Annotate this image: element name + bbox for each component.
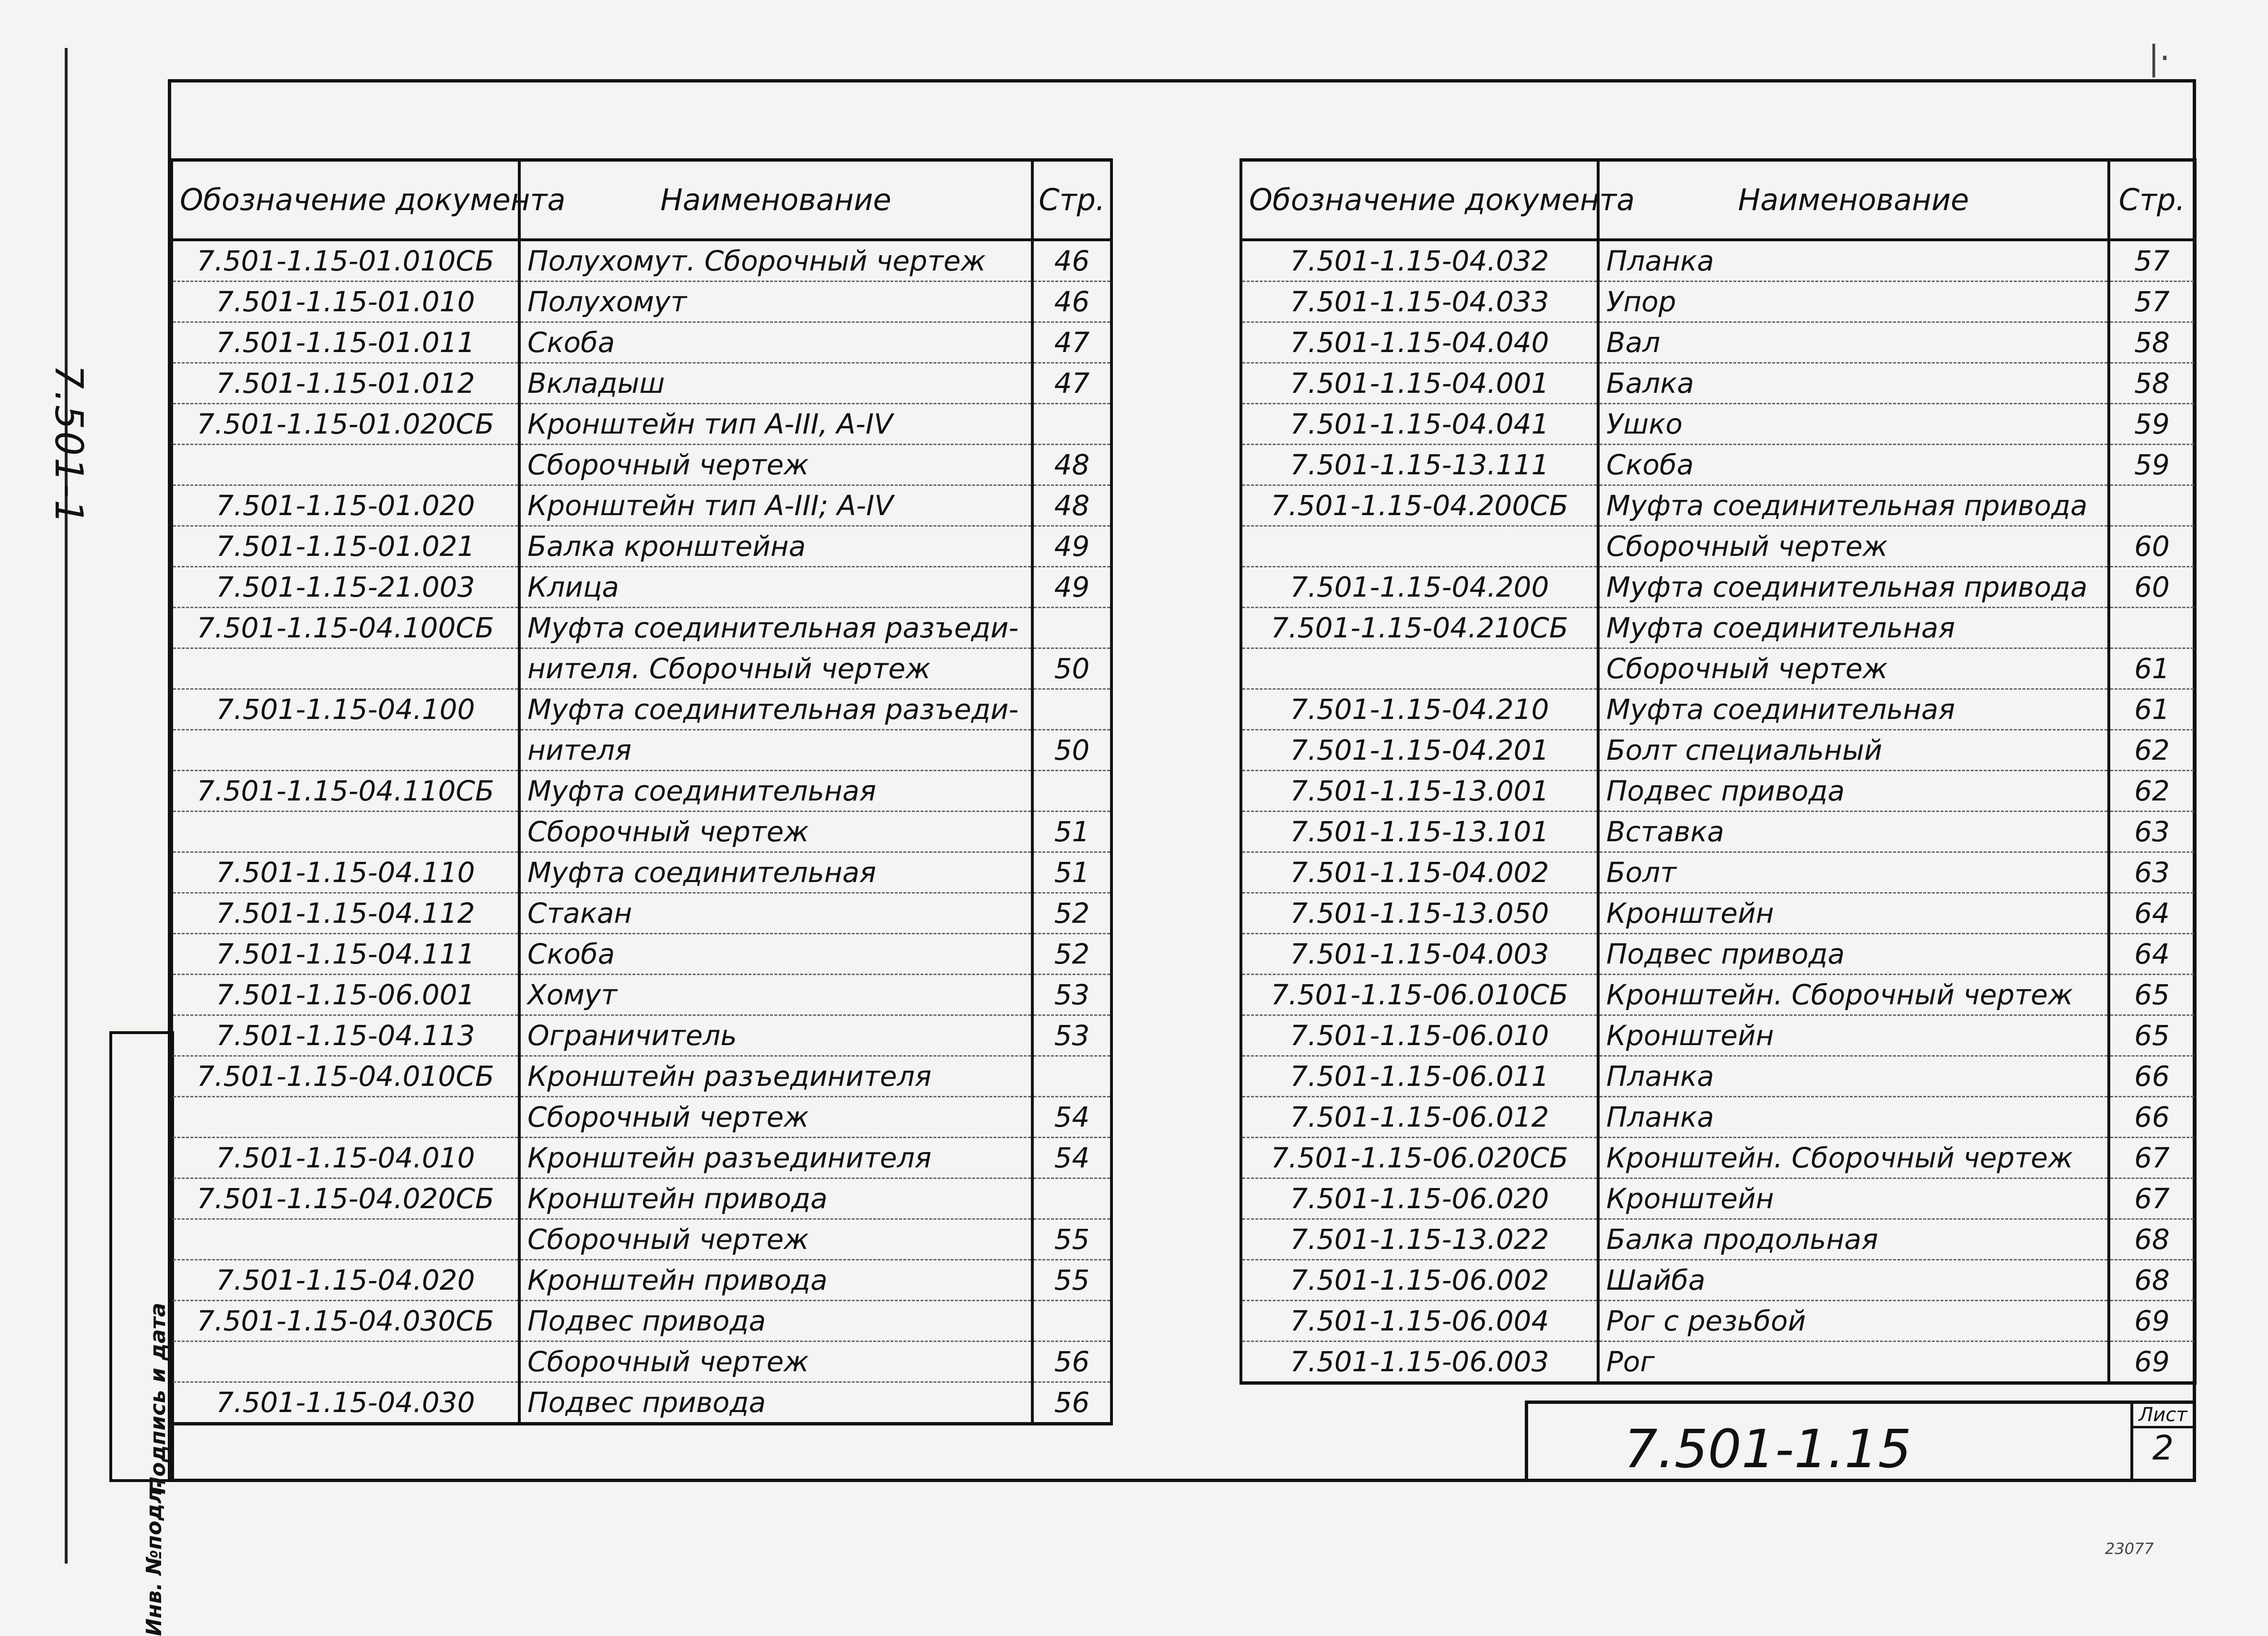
sheet-label: Лист xyxy=(2133,1404,2193,1428)
name-cell: Скоба xyxy=(519,934,1032,975)
table-row xyxy=(1241,934,2195,975)
code-cell: 7.501-1.15-01.012 xyxy=(172,363,519,404)
page-cell: 56 xyxy=(1032,1342,1111,1382)
table-row xyxy=(1241,648,2195,689)
code-cell: 7.501-1.15-06.010 xyxy=(1241,1015,1598,1056)
table-row xyxy=(172,1301,1111,1342)
name-cell: Сборочный чертеж xyxy=(1598,648,2109,689)
header-name: Наименование xyxy=(1598,160,2109,240)
name-cell: Планка xyxy=(1598,1056,2109,1097)
code-cell: 7.501-1.15-04.210СБ xyxy=(1241,608,1598,648)
name-cell: Муфта соединительная привода xyxy=(1598,567,2109,608)
code-cell: 7.501-1.15-04.010 xyxy=(172,1138,519,1178)
page-cell: 46 xyxy=(1032,282,1111,322)
table-row xyxy=(172,1342,1111,1382)
table-row xyxy=(1241,526,2195,567)
code-cell: 7.501-1.15-06.002 xyxy=(1241,1260,1598,1301)
page-cell: 64 xyxy=(2109,934,2195,975)
table-row xyxy=(1241,1138,2195,1178)
table-row xyxy=(172,1178,1111,1219)
table-header-row xyxy=(172,160,1111,240)
table-row xyxy=(172,812,1111,852)
table-row xyxy=(172,485,1111,526)
name-cell: Хомут xyxy=(519,975,1032,1015)
name-cell: Балка продольная xyxy=(1598,1219,2109,1260)
table-row xyxy=(172,1056,1111,1097)
code-cell xyxy=(172,1219,519,1260)
code-cell xyxy=(172,445,519,485)
name-cell: Муфта соединительная xyxy=(519,771,1032,812)
page-cell: 50 xyxy=(1032,730,1111,771)
name-cell: Стакан xyxy=(519,893,1032,934)
header-code: Обозначение документа xyxy=(172,160,519,240)
name-cell: Шайба xyxy=(1598,1260,2109,1301)
code-cell: 7.501-1.15-21.003 xyxy=(172,567,519,608)
sheet-cell xyxy=(2130,1404,2193,1479)
code-cell: 7.501-1.15-06.011 xyxy=(1241,1056,1598,1097)
page-cell: 63 xyxy=(2109,812,2195,852)
table-row xyxy=(1241,852,2195,893)
page-cell xyxy=(2109,608,2195,648)
page-cell: 48 xyxy=(1032,485,1111,526)
name-cell: Полухомут xyxy=(519,282,1032,322)
table-row xyxy=(172,322,1111,363)
table-row xyxy=(1241,445,2195,485)
page-cell: 65 xyxy=(2109,975,2195,1015)
code-cell: 7.501-1.15-04.100СБ xyxy=(172,608,519,648)
name-cell: Сборочный чертеж xyxy=(519,812,1032,852)
code-cell: 7.501-1.15-06.001 xyxy=(172,975,519,1015)
corner-mark: |· xyxy=(2148,38,2170,78)
code-cell xyxy=(1241,648,1598,689)
page-cell: 66 xyxy=(2109,1097,2195,1138)
name-cell: Кронштейн xyxy=(1598,1178,2109,1219)
name-cell: Подвес привода xyxy=(1598,771,2109,812)
name-cell: Вкладыш xyxy=(519,363,1032,404)
table-row xyxy=(172,1138,1111,1178)
code-cell xyxy=(172,730,519,771)
page-cell: 65 xyxy=(2109,1015,2195,1056)
table-row xyxy=(172,730,1111,771)
name-cell: Сборочный чертеж xyxy=(519,1219,1032,1260)
name-cell: Болт xyxy=(1598,852,2109,893)
page-cell: 54 xyxy=(1032,1138,1111,1178)
page-cell: 57 xyxy=(2109,240,2195,282)
page-cell: 53 xyxy=(1032,975,1111,1015)
code-cell: 7.501-1.15-06.020 xyxy=(1241,1178,1598,1219)
name-cell: Планка xyxy=(1598,240,2109,282)
code-cell: 7.501-1.15-06.010СБ xyxy=(1241,975,1598,1015)
page-cell: 52 xyxy=(1032,934,1111,975)
name-cell: Муфта соединительная разъеди- xyxy=(519,608,1032,648)
code-cell: 7.501-1.15-04.030 xyxy=(172,1382,519,1424)
name-cell: Муфта соединительная xyxy=(1598,608,2109,648)
page-cell xyxy=(2109,485,2195,526)
code-cell: 7.501-1.15-04.110 xyxy=(172,852,519,893)
page-cell: 48 xyxy=(1032,445,1111,485)
table-row xyxy=(1241,322,2195,363)
page-cell: 69 xyxy=(2109,1342,2195,1383)
table-row xyxy=(1241,1178,2195,1219)
stamp-text-1: Инв. №подл. xyxy=(142,1480,166,1636)
code-cell: 7.501-1.15-06.004 xyxy=(1241,1301,1598,1342)
code-cell: 7.501-1.15-04.201 xyxy=(1241,730,1598,771)
code-cell: 7.501-1.15-01.020 xyxy=(172,485,519,526)
left-margin-line xyxy=(65,48,68,1564)
stamp-strip xyxy=(109,1031,174,1636)
page-cell: 68 xyxy=(2109,1260,2195,1301)
table-row xyxy=(172,975,1111,1015)
table-row xyxy=(1241,363,2195,404)
table-row xyxy=(172,404,1111,445)
page-cell: 64 xyxy=(2109,893,2195,934)
page-cell: 54 xyxy=(1032,1097,1111,1138)
name-cell: Кронштейн привода xyxy=(519,1260,1032,1301)
stamp-text-2: Подпись и дата xyxy=(146,1303,170,1495)
code-cell xyxy=(172,648,519,689)
name-cell: Муфта соединительная разъеди- xyxy=(519,689,1032,730)
page-cell: 58 xyxy=(2109,322,2195,363)
page-cell: 62 xyxy=(2109,771,2195,812)
page-cell xyxy=(1032,404,1111,445)
name-cell: Кронштейн разъединителя xyxy=(519,1138,1032,1178)
page-cell: 56 xyxy=(1032,1382,1111,1424)
table-row xyxy=(172,608,1111,648)
page-cell: 60 xyxy=(2109,567,2195,608)
code-cell: 7.501-1.15-01.020СБ xyxy=(172,404,519,445)
name-cell: Болт специальный xyxy=(1598,730,2109,771)
title-block xyxy=(1525,1401,2196,1482)
code-cell: 7.501-1.15-04.113 xyxy=(172,1015,519,1056)
page-cell: 59 xyxy=(2109,445,2195,485)
name-cell: Кронштейн xyxy=(1598,893,2109,934)
name-cell: Муфта соединительная xyxy=(1598,689,2109,730)
page-cell xyxy=(1032,1301,1111,1342)
table-row xyxy=(1241,771,2195,812)
table-row xyxy=(1241,1219,2195,1260)
code-cell: 7.501-1.15-04.002 xyxy=(1241,852,1598,893)
table-row xyxy=(172,852,1111,893)
page-cell xyxy=(1032,1178,1111,1219)
page-cell: 68 xyxy=(2109,1219,2195,1260)
table-row xyxy=(1241,1342,2195,1383)
table-row xyxy=(172,893,1111,934)
page-cell: 69 xyxy=(2109,1301,2195,1342)
code-cell: 7.501-1.15-04.040 xyxy=(1241,322,1598,363)
code-cell: 7.501-1.15-04.020 xyxy=(172,1260,519,1301)
page-cell: 55 xyxy=(1032,1219,1111,1260)
code-cell: 7.501-1.15-06.012 xyxy=(1241,1097,1598,1138)
name-cell: Кронштейн тип А-III; А-IV xyxy=(519,485,1032,526)
page-cell: 58 xyxy=(2109,363,2195,404)
name-cell: Скоба xyxy=(1598,445,2109,485)
page-cell: 63 xyxy=(2109,852,2195,893)
table-row xyxy=(172,771,1111,812)
code-cell xyxy=(172,1097,519,1138)
table-row xyxy=(1241,1015,2195,1056)
name-cell: Вал xyxy=(1598,322,2109,363)
page-cell: 61 xyxy=(2109,648,2195,689)
name-cell: Клица xyxy=(519,567,1032,608)
table-row xyxy=(1241,282,2195,322)
name-cell: Скоба xyxy=(519,322,1032,363)
page-cell: 50 xyxy=(1032,648,1111,689)
table-row xyxy=(172,648,1111,689)
name-cell: Планка xyxy=(1598,1097,2109,1138)
code-cell: 7.501-1.15-13.050 xyxy=(1241,893,1598,934)
page-cell: 66 xyxy=(2109,1056,2195,1097)
code-cell: 7.501-1.15-04.020СБ xyxy=(172,1178,519,1219)
name-cell: Сборочный чертеж xyxy=(519,1342,1032,1382)
name-cell: Ушко xyxy=(1598,404,2109,445)
footer-number: 23077 xyxy=(2105,1540,2154,1558)
code-cell: 7.501-1.15-01.010СБ xyxy=(172,240,519,282)
header-name: Наименование xyxy=(519,160,1032,240)
page-cell: 55 xyxy=(1032,1260,1111,1301)
name-cell: Вставка xyxy=(1598,812,2109,852)
code-cell: 7.501-1.15-13.001 xyxy=(1241,771,1598,812)
code-cell: 7.501-1.15-04.033 xyxy=(1241,282,1598,322)
table-row xyxy=(172,1015,1111,1056)
table-row xyxy=(172,1382,1111,1424)
code-cell: 7.501-1.15-04.110СБ xyxy=(172,771,519,812)
table-row xyxy=(1241,567,2195,608)
table-row xyxy=(172,1260,1111,1301)
page-cell: 61 xyxy=(2109,689,2195,730)
code-cell xyxy=(1241,526,1598,567)
name-cell: Кронштейн привода xyxy=(519,1178,1032,1219)
name-cell: Муфта соединительная xyxy=(519,852,1032,893)
name-cell: Сборочный чертеж xyxy=(519,445,1032,485)
name-cell: нителя xyxy=(519,730,1032,771)
page-cell xyxy=(1032,771,1111,812)
page-cell: 60 xyxy=(2109,526,2195,567)
table-row xyxy=(1241,893,2195,934)
table-row xyxy=(172,1097,1111,1138)
table-row xyxy=(1241,1260,2195,1301)
code-cell: 7.501-1.15-04.030СБ xyxy=(172,1301,519,1342)
table-row xyxy=(1241,1056,2195,1097)
code-cell: 7.501-1.15-13.111 xyxy=(1241,445,1598,485)
page-cell: 51 xyxy=(1032,852,1111,893)
code-cell: 7.501-1.15-04.112 xyxy=(172,893,519,934)
code-cell: 7.501-1.15-04.041 xyxy=(1241,404,1598,445)
code-cell: 7.501-1.15-01.010 xyxy=(172,282,519,322)
page-cell: 57 xyxy=(2109,282,2195,322)
table-row xyxy=(172,934,1111,975)
code-cell xyxy=(172,812,519,852)
name-cell: Балка кронштейна xyxy=(519,526,1032,567)
table-row xyxy=(172,526,1111,567)
code-cell: 7.501-1.15-04.200 xyxy=(1241,567,1598,608)
name-cell: Кронштейн xyxy=(1598,1015,2109,1056)
document-code: 7.501-1.15 xyxy=(1624,1418,1912,1480)
header-code: Обозначение документа xyxy=(1241,160,1598,240)
name-cell: Сборочный чертеж xyxy=(1598,526,2109,567)
name-cell: Муфта соединительная привода xyxy=(1598,485,2109,526)
page-cell: 47 xyxy=(1032,363,1111,404)
name-cell: Полухомут. Сборочный чертеж xyxy=(519,240,1032,282)
page-cell: 49 xyxy=(1032,526,1111,567)
table-row xyxy=(1241,730,2195,771)
page-cell: 47 xyxy=(1032,322,1111,363)
name-cell: Подвес привода xyxy=(1598,934,2109,975)
page-cell: 51 xyxy=(1032,812,1111,852)
table-row xyxy=(172,689,1111,730)
page-cell: 59 xyxy=(2109,404,2195,445)
page-cell: 53 xyxy=(1032,1015,1111,1056)
page-cell: 46 xyxy=(1032,240,1111,282)
table-row xyxy=(1241,1301,2195,1342)
table-header-row xyxy=(1241,160,2195,240)
code-cell: 7.501-1.15-04.111 xyxy=(172,934,519,975)
page-cell: 62 xyxy=(2109,730,2195,771)
code-cell: 7.501-1.15-04.200СБ xyxy=(1241,485,1598,526)
name-cell: нителя. Сборочный чертеж xyxy=(519,648,1032,689)
header-page: Стр. xyxy=(2109,160,2195,240)
code-cell: 7.501-1.15-04.010СБ xyxy=(172,1056,519,1097)
table-row xyxy=(1241,608,2195,648)
page-cell: 49 xyxy=(1032,567,1111,608)
name-cell: Кронштейн тип А-III, А-IV xyxy=(519,404,1032,445)
table-row xyxy=(172,282,1111,322)
table-row xyxy=(172,445,1111,485)
name-cell: Упор xyxy=(1598,282,2109,322)
header-page: Стр. xyxy=(1032,160,1111,240)
page-cell xyxy=(1032,608,1111,648)
table-row xyxy=(1241,975,2195,1015)
table-row xyxy=(1241,1097,2195,1138)
code-cell: 7.501-1.15-06.020СБ xyxy=(1241,1138,1598,1178)
page-cell xyxy=(1032,1056,1111,1097)
table-row xyxy=(172,240,1111,282)
table-row xyxy=(1241,689,2195,730)
code-cell: 7.501-1.15-13.022 xyxy=(1241,1219,1598,1260)
name-cell: Кронштейн разъединителя xyxy=(519,1056,1032,1097)
page-cell: 67 xyxy=(2109,1178,2195,1219)
name-cell: Балка xyxy=(1598,363,2109,404)
table-row xyxy=(1241,240,2195,282)
table-row xyxy=(1241,485,2195,526)
code-cell: 7.501-1.15-04.001 xyxy=(1241,363,1598,404)
name-cell: Рог xyxy=(1598,1342,2109,1383)
code-cell: 7.501-1.15-04.210 xyxy=(1241,689,1598,730)
name-cell: Сборочный чертеж xyxy=(519,1097,1032,1138)
name-cell: Рог с резьбой xyxy=(1598,1301,2109,1342)
side-label: 7.501-1 xyxy=(47,365,91,526)
name-cell: Подвес привода xyxy=(519,1382,1032,1424)
code-cell: 7.501-1.15-13.101 xyxy=(1241,812,1598,852)
page-cell: 67 xyxy=(2109,1138,2195,1178)
right-spec-table xyxy=(1239,158,2197,1385)
code-cell: 7.501-1.15-04.032 xyxy=(1241,240,1598,282)
table-row xyxy=(172,1219,1111,1260)
page-cell: 52 xyxy=(1032,893,1111,934)
table-row xyxy=(172,363,1111,404)
name-cell: Подвес привода xyxy=(519,1301,1032,1342)
code-cell: 7.501-1.15-04.003 xyxy=(1241,934,1598,975)
left-spec-table xyxy=(170,158,1113,1425)
sheet-number: 2 xyxy=(2152,1428,2174,1468)
code-cell: 7.501-1.15-04.100 xyxy=(172,689,519,730)
code-cell: 7.501-1.15-01.021 xyxy=(172,526,519,567)
code-cell: 7.501-1.15-01.011 xyxy=(172,322,519,363)
code-cell xyxy=(172,1342,519,1382)
page-cell xyxy=(1032,689,1111,730)
table-row xyxy=(1241,812,2195,852)
name-cell: Кронштейн. Сборочный чертеж xyxy=(1598,1138,2109,1178)
code-cell: 7.501-1.15-06.003 xyxy=(1241,1342,1598,1383)
name-cell: Ограничитель xyxy=(519,1015,1032,1056)
name-cell: Кронштейн. Сборочный чертеж xyxy=(1598,975,2109,1015)
table-row xyxy=(172,567,1111,608)
table-row xyxy=(1241,404,2195,445)
